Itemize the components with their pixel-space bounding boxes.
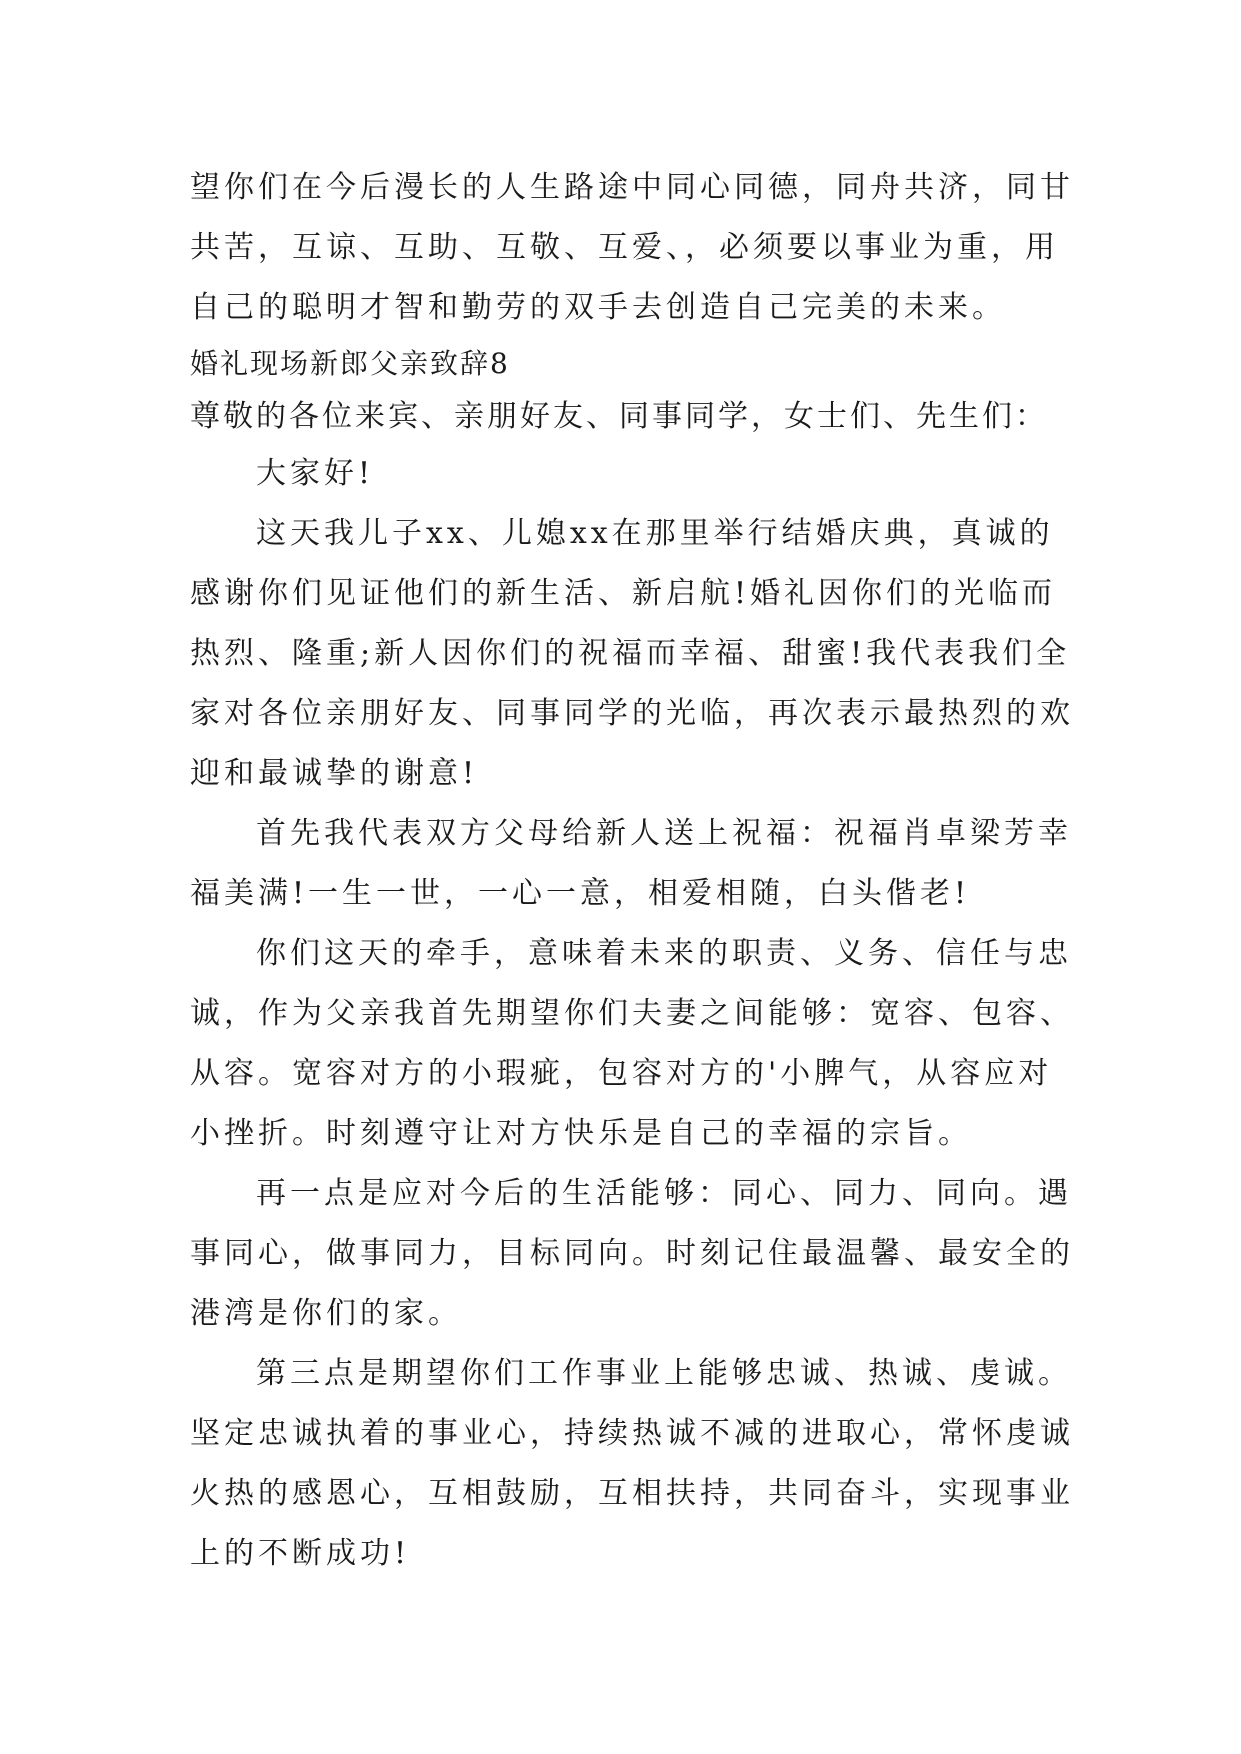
text-line: 自己的聪明才智和勤劳的双手去创造自己完美的未来。 [190, 290, 1006, 325]
text-line: 事同心，做事同力，目标同向。时刻记住最温馨、最安全的 [190, 1236, 1074, 1271]
text-line: 感谢你们见证他们的新生活、新启航!婚礼因你们的光临而 [190, 576, 1057, 611]
text-line: 火热的感恩心，互相鼓励，互相扶持，共同奋斗，实现事业 [190, 1476, 1074, 1511]
text-line: 坚定忠诚执着的事业心，持续热诚不减的进取心，常怀虔诚 [190, 1416, 1074, 1451]
paragraph-career-advice [190, 1344, 1080, 1584]
text-line: 首先我代表双方父母给新人送上祝福：祝福肖卓梁芳幸 [256, 816, 1072, 851]
intro-paragraph [190, 158, 1080, 338]
text-line: 上的不断成功! [190, 1536, 411, 1571]
greeting: 大家好! [256, 456, 375, 491]
text-line: 再一点是应对今后的生活能够：同心、同力、同向。遇 [256, 1176, 1072, 1211]
text-line: 家对各位亲朋好友、同事同学的光临，再次表示最热烈的欢 [190, 696, 1074, 731]
text-line: 迎和最诚挚的谢意! [190, 756, 479, 791]
paragraph-marriage-advice [190, 924, 1080, 1164]
text-line: 诚，作为父亲我首先期望你们夫妻之间能够：宽容、包容、 [190, 996, 1074, 1031]
text-line: 热烈、隆重;新人因你们的祝福而幸福、甜蜜!我代表我们全 [190, 636, 1071, 671]
document-body [190, 158, 1080, 1584]
text-line: 第三点是期望你们工作事业上能够忠诚、热诚、虔诚。 [256, 1356, 1072, 1391]
paragraph-life-advice [190, 1164, 1080, 1344]
text-line: 港湾是你们的家。 [190, 1296, 462, 1331]
text-line: 望你们在今后漫长的人生路途中同心同德，同舟共济，同甘 [190, 170, 1074, 205]
text-line: 你们这天的牵手，意味着未来的职责、义务、信任与忠 [256, 936, 1072, 971]
section-heading: 婚礼现场新郎父亲致辞8 [190, 347, 510, 380]
text-line: 这天我儿子xx、儿媳xx在那里举行结婚庆典，真诚的 [256, 516, 1054, 551]
paragraph-thanks [190, 504, 1080, 804]
text-line: 福美满!一生一世，一心一意，相爱相随，白头偕老! [190, 876, 971, 911]
salutation: 尊敬的各位来宾、亲朋好友、同事同学，女士们、先生们： [190, 399, 1048, 434]
paragraph-blessing [190, 804, 1080, 924]
text-line: 共苦，互谅、互助、互敬、互爱、，必须要以事业为重，用 [190, 230, 1059, 265]
text-line: 小挫折。时刻遵守让对方快乐是自己的幸福的宗旨。 [190, 1116, 972, 1151]
text-line: 从容。宽容对方的小瑕疵，包容对方的'小脾气，从容应对 [190, 1056, 1053, 1091]
